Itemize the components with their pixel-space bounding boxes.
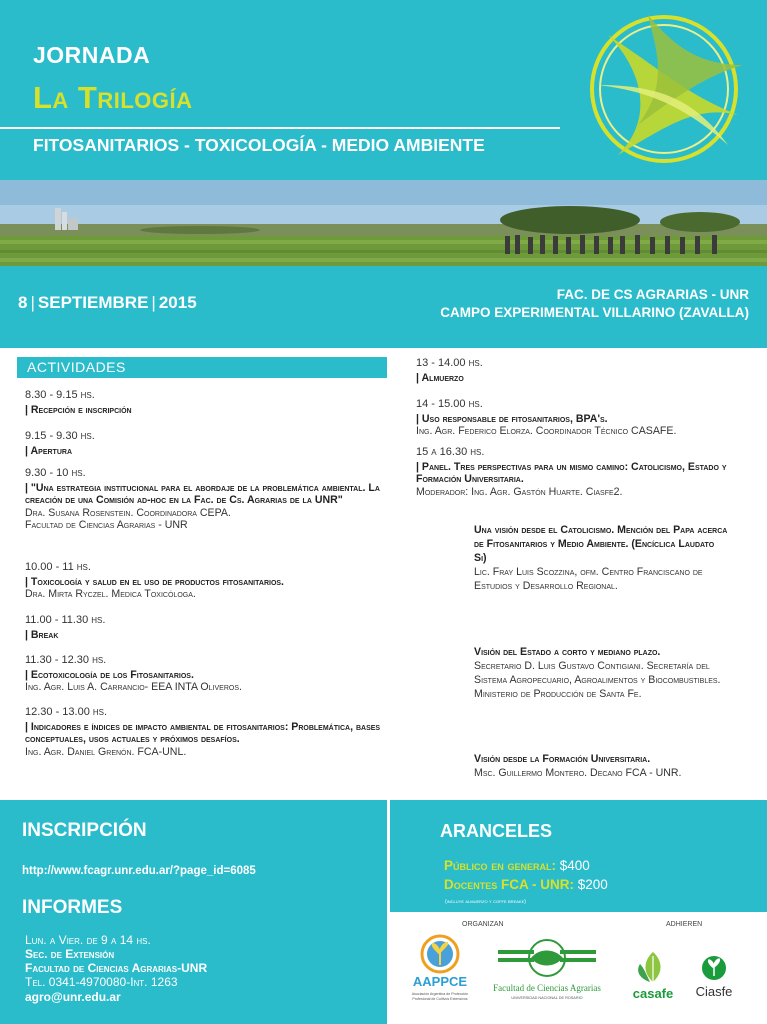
activity-item bbox=[416, 398, 746, 438]
activity-title: | Ecotoxicología de los Fitosanitarios. bbox=[25, 669, 194, 682]
inscription-link[interactable]: http://www.fcagr.unr.edu.ar/?page_id=6085 bbox=[22, 865, 256, 877]
trilogia-logo bbox=[578, 5, 746, 173]
activity-time: 11.30 - 12.30 hs. bbox=[25, 654, 107, 666]
activity-title: | Almuerzo bbox=[416, 372, 464, 385]
aappce-name: AAPPCE bbox=[412, 974, 468, 989]
panel-speaker: Msc. Guillermo Montero. Decano FCA - UNR. bbox=[474, 767, 682, 779]
date-day: 8 bbox=[18, 293, 28, 312]
activity-affiliation: Facultad de Ciencias Agrarias - UNR bbox=[25, 518, 188, 531]
activity-speaker: Dra. Mirta Ryczel. Medica Toxicóloga. bbox=[25, 588, 196, 601]
casafe-name: casafe bbox=[632, 986, 674, 1001]
activity-item bbox=[25, 614, 370, 641]
fee-docentes-label: Docentes FCA - UNR: bbox=[444, 877, 574, 892]
activity-item bbox=[25, 389, 370, 416]
activity-title: | Uso responsable de fitosanitarios, BPA's. bbox=[416, 413, 608, 426]
activity-item bbox=[25, 467, 380, 531]
activity-time: 14 - 15.00 hs. bbox=[416, 398, 483, 410]
panel-speaker: Secretario D. Luis Gustavo Contigiani. Secretaría del Sistema Agropecuario, Agroalimentos y Biocombustibles. Ministerio de Producción de Santa Fe. bbox=[474, 660, 721, 700]
event-subtitle: FITOSANITARIOS - TOXICOLOGÍA - MEDIO AMBIENTE bbox=[33, 135, 485, 155]
activity-speaker: Ing. Agr. Luis A. Carrancio- EEA INTA Oliveros. bbox=[25, 681, 242, 694]
fee-note: (incluye almuerzo y coffe breake) bbox=[445, 899, 526, 905]
activity-title: | Indicadores e índices de impacto ambiental de fitosanitarios: Problemática, bases conceptuales, usos actuales y próximos desafíos. bbox=[25, 721, 381, 746]
activity-time: 9.15 - 9.30 hs. bbox=[25, 430, 95, 442]
header-divider bbox=[0, 127, 560, 129]
panel-title: Visión del Estado a corto y mediano plazo. bbox=[474, 646, 661, 658]
fee-docentes-price: $200 bbox=[577, 877, 608, 892]
date-month: SEPTIEMBRE bbox=[37, 293, 149, 312]
activity-speaker: Ing. Agr. Federico Elorza. Coordinador Técnico CASAFE. bbox=[416, 425, 677, 438]
supporters-label: ADHIEREN bbox=[666, 921, 703, 928]
field-photo bbox=[0, 180, 767, 266]
event-type: JORNADA bbox=[33, 42, 151, 68]
activity-item bbox=[25, 706, 383, 758]
activity-item bbox=[25, 430, 370, 457]
fca-name: Facultad de Ciencias Agrarias bbox=[493, 983, 601, 993]
aappce-subtitle-2: Profesional de Cultivos Extensivos bbox=[412, 997, 468, 1001]
fee-general-price: $400 bbox=[559, 858, 590, 873]
info-email[interactable]: agro@unr.edu.ar bbox=[25, 990, 121, 1004]
activity-title: | Break bbox=[25, 629, 59, 642]
fees-heading: ARANCELES bbox=[440, 821, 553, 841]
venue-name: FAC. DE CS AGRARIAS - UNR bbox=[556, 287, 749, 302]
event-date: 8 | SEPTIEMBRE | 2015 bbox=[18, 293, 197, 312]
activity-time: 8.30 - 9.15 hs. bbox=[25, 389, 95, 401]
activity-time: 13 - 14.00 hs. bbox=[416, 357, 483, 369]
fees-panel bbox=[390, 800, 767, 912]
info-faculty: Facultad de Ciencias Agrarias-UNR bbox=[25, 961, 208, 975]
aappce-logo bbox=[400, 932, 480, 1018]
fee-general bbox=[444, 858, 590, 873]
activity-title: | Recepción e inscripción bbox=[25, 404, 132, 417]
activity-item bbox=[416, 357, 746, 384]
fee-docentes bbox=[444, 877, 608, 892]
activity-moderator: Moderador: Ing. Agr. Gastón Huarte. Ciasfe2. bbox=[416, 485, 623, 498]
activity-title: | Toxicología y salud en el uso de productos fitosanitarios. bbox=[25, 576, 284, 589]
panel-title: Una visión desde el Catolicismo. Mención del Papa acerca de Fitosanitarios y Medio Ambiente. (Encíclica Laudato Si) bbox=[474, 524, 728, 564]
fca-subtitle: UNIVERSIDAD NACIONAL DE ROSARIO bbox=[511, 996, 583, 1000]
activity-item bbox=[25, 561, 380, 601]
panel-speaker: Lic. Fray Luis Scozzina, ofm. Centro Franciscano de Estudios y Desarrollo Regional. bbox=[474, 566, 703, 592]
info-hours: Lun. a Vier. de 9 a 14 hs. bbox=[25, 933, 151, 947]
aappce-subtitle-1: Asociación Argentina de Protección bbox=[411, 992, 469, 996]
activity-speaker: Ing. Agr. Daniel Grenón. FCA-UNL. bbox=[25, 745, 187, 758]
activity-title: | Apertura bbox=[25, 445, 72, 458]
activity-time: 10.00 - 11 hs. bbox=[25, 561, 91, 573]
info-heading: INFORMES bbox=[22, 897, 123, 918]
activity-time: 11.00 - 11.30 hs. bbox=[25, 614, 106, 626]
inscription-heading: INSCRIPCIÓN bbox=[22, 820, 147, 841]
panel-item bbox=[474, 752, 729, 780]
info-office: Sec. de Extensión bbox=[25, 947, 115, 961]
panel-title: Visión desde la Formación Universitaria. bbox=[474, 753, 651, 765]
activity-time: 12.30 - 13.00 hs. bbox=[25, 706, 108, 718]
activity-item bbox=[416, 446, 741, 498]
casafe-logo bbox=[624, 948, 682, 1003]
activity-title: | Panel. Tres perspectivas para un mismo camino: Catolicismo, Estado y Formación Universitaria. bbox=[416, 461, 727, 486]
venue-location: CAMPO EXPERIMENTAL VILLARINO (ZAVALLA) bbox=[440, 305, 749, 320]
activities-heading: ACTIVIDADES bbox=[27, 359, 126, 375]
panel-item bbox=[474, 645, 729, 701]
ciasfe-logo bbox=[690, 952, 738, 1002]
activity-item bbox=[25, 654, 380, 694]
activity-title: | "Una estrategia institucional para el abordaje de la problemática ambiental. La creación de una Comisión ad-hoc en la Fac. de Cs. Agrarias de la UNR" bbox=[25, 482, 380, 507]
activity-time: 15 a 16.30 hs. bbox=[416, 446, 485, 458]
fee-general-label: Público en general: bbox=[444, 858, 557, 873]
organizers-label: ORGANIZAN bbox=[462, 921, 504, 928]
ciasfe-name: Ciasfe bbox=[695, 984, 733, 999]
fca-unr-logo bbox=[484, 936, 610, 1006]
info-phone: Tel. 0341-4970080-Int. 1263 bbox=[25, 975, 178, 989]
date-year: 2015 bbox=[158, 293, 197, 312]
panel-item bbox=[474, 523, 729, 593]
activity-speaker: Dra. Susana Rosenstein. Coordinadora CEPA. bbox=[25, 506, 231, 519]
activity-time: 9.30 - 10 hs. bbox=[25, 467, 86, 479]
event-title: La Trilogía bbox=[33, 80, 193, 115]
